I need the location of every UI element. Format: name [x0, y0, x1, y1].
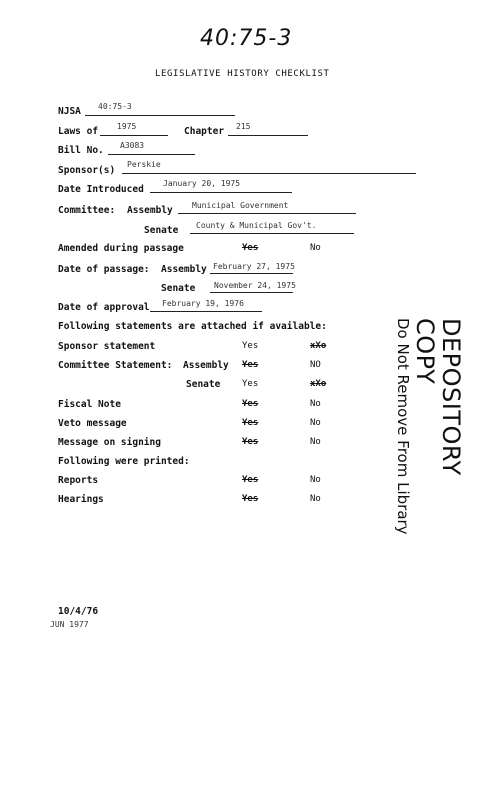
bill-no-value: A3083 [120, 141, 145, 150]
committee-senate-value: County & Municipal Gov't. [196, 221, 317, 230]
amended-yes: Yes [242, 243, 259, 253]
date-introduced-underline [150, 192, 292, 193]
chapter-value: 215 [236, 122, 251, 131]
committee-statement-assembly-yes: Yes [242, 360, 259, 370]
passage-senate-underline [210, 292, 293, 293]
reports-no: No [310, 475, 321, 485]
statements-heading: Following statements are attached if available: [58, 321, 327, 332]
njsa-value: 40:75-3 [98, 102, 132, 111]
sponsor-statement-no: xXo [310, 341, 327, 351]
committee-statement-senate-yes: Yes [242, 379, 259, 389]
passage-senate-label: Senate [161, 283, 196, 294]
fiscal-note-no: No [310, 399, 321, 409]
message-on-signing-no: No [310, 437, 321, 447]
passage-assembly-label: Assembly [161, 264, 207, 275]
passage-assembly-underline [210, 273, 293, 274]
date-of-approval-underline [150, 311, 262, 312]
reports-label: Reports [58, 475, 99, 486]
committee-senate-underline [190, 233, 354, 234]
date-of-approval-value: February 19, 1976 [162, 299, 244, 308]
passage-assembly-value: February 27, 1975 [213, 262, 295, 271]
handwritten-code: 40:75-3 [200, 26, 293, 51]
committee-statement-senate-no: xXo [310, 379, 327, 389]
message-on-signing-label: Message on signing [58, 437, 161, 448]
page-title: LEGISLATIVE HISTORY CHECKLIST [155, 69, 330, 79]
committee-label: Committee: [58, 205, 116, 216]
sponsor-statement-yes: Yes [242, 341, 259, 351]
message-on-signing-yes: Yes [242, 437, 259, 447]
sponsor-statement-label: Sponsor statement [58, 341, 156, 352]
hearings-no: No [310, 494, 321, 504]
sponsors-underline [122, 173, 416, 174]
hearings-yes: Yes [242, 494, 259, 504]
chapter-label: Chapter [184, 126, 225, 137]
hearings-label: Hearings [58, 494, 104, 505]
stamp-line-2: Do Not Remove From Library [394, 318, 412, 535]
amended-no: No [310, 243, 321, 253]
chapter-underline [228, 135, 308, 136]
amended-label: Amended during passage [58, 243, 184, 254]
veto-message-yes: Yes [242, 418, 259, 428]
footer-date: 10/4/76 [58, 606, 99, 617]
depository-stamp [394, 318, 465, 548]
footer-stamp-date: JUN 1977 [50, 620, 89, 629]
njsa-underline [85, 115, 235, 116]
committee-assembly-label: Assembly [127, 205, 173, 216]
committee-statement-assembly-label: Assembly [183, 360, 229, 371]
committee-statement-assembly-no: NO [310, 360, 321, 370]
committee-statement-label: Committee Statement: [58, 360, 173, 371]
committee-assembly-underline [178, 213, 356, 214]
committee-senate-label: Senate [144, 225, 179, 236]
date-of-passage-label: Date of passage: [58, 264, 150, 275]
fiscal-note-label: Fiscal Note [58, 399, 121, 410]
date-introduced-value: January 20, 1975 [163, 179, 241, 188]
stamp-line-1: DEPOSITORY COPY [411, 318, 465, 476]
laws-of-value: 1975 [117, 122, 137, 131]
veto-message-no: No [310, 418, 321, 428]
committee-statement-senate-label: Senate [186, 379, 221, 390]
reports-yes: Yes [242, 475, 259, 485]
bill-no-label: Bill No. [58, 145, 104, 156]
date-introduced-label: Date Introduced [58, 184, 144, 195]
fiscal-note-yes: Yes [242, 399, 259, 409]
sponsors-label: Sponsor(s) [58, 165, 116, 176]
committee-assembly-value: Municipal Government [192, 201, 289, 210]
bill-no-underline [108, 154, 195, 155]
sponsors-value: Perskie [127, 160, 161, 169]
laws-of-underline [100, 135, 168, 136]
date-of-approval-label: Date of approval [58, 302, 150, 313]
printed-heading: Following were printed: [58, 456, 190, 467]
laws-of-label: Laws of [58, 126, 99, 137]
veto-message-label: Veto message [58, 418, 127, 429]
njsa-label: NJSA [58, 106, 81, 117]
passage-senate-value: November 24, 1975 [214, 281, 296, 290]
